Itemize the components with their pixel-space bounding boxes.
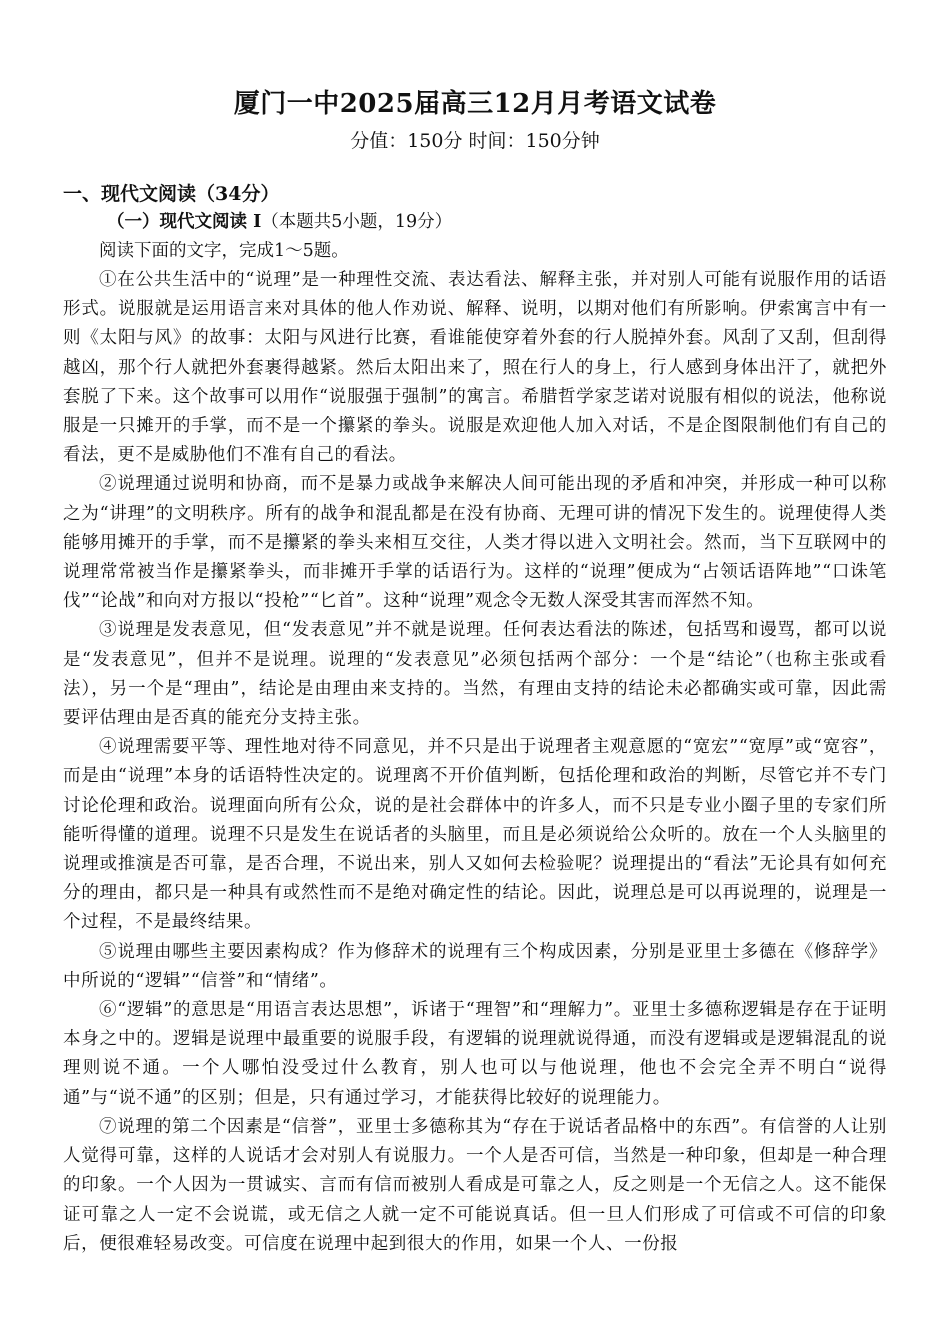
passage-paragraph-7: ⑦说理的第二个因素是“信誉”，亚里士多德称其为“存在于说话者品格中的东西”。有信誉的人让别人觉得可靠，这样的人说话才会对别人有说服力。一个人是否可信，当然是一种印象，但却是一种合理的印象。一个人因为一贯诚实、言而有信而被别人看成是可靠之人，反之则是一个无信之人。这不能保证可靠之人一定不会说谎，或无信之人就一定不可能说真话。但一旦人们形成了可信或不可信的印象后，便很难轻易改变。可信度在说理中起到很大的作用，如果一个人、一份报: [63, 1116, 887, 1254]
exam-title: 厦门一中2025届高三12月月考语文试卷: [233, 89, 717, 119]
passage-paragraph-1: ①在公共生活中的“说理”是一种理性交流、表达看法、解释主张，并对别人可能有说服作用的话语形式。说服就是运用语言来对具体的他人作劝说、解释、说明，以期对他们有所影响。伊索寓言中有一则《太阳与风》的故事：太阳与风进行比赛，看谁能使穿着外套的行人脱掉外套。风刮了又刮，但刮得越凶，那个行人就把外套裹得越紧。然后太阳出来了，照在行人的身上，行人感到身体出汗了，就把外套脱了下来。这个故事可以用作“说服强于强制”的寓言。希腊哲学家芝诺对说服有相似的说法，他称说服是一只摊开的手掌，而不是一个攥紧的拳头。说服是欢迎他人加入对话，不是企图限制他们有自己的看法，更不是威胁他们不准有自己的看法。: [63, 270, 887, 466]
passage-paragraph-2: ②说理通过说明和协商，而不是暴力或战争来解决人间可能出现的矛盾和冲突，并形成一种可以称之为“讲理”的文明秩序。所有的战争和混乱都是在没有协商、无理可讲的情况下发生的。说理使得人类能够用摊开的手掌，而不是攥紧的拳头来相互交往，人类才得以进入文明社会。然而，当下互联网中的说理常常被当作是攥紧拳头，而非摊开手掌的话语行为。这样的“说理”便成为“占领话语阵地”“口诛笔伐”“论战”和向对方报以“投枪”“匕首”。这种“说理”观念令无数人深受其害而浑然不知。: [63, 474, 887, 612]
reading-instruction: 阅读下面的文字，完成1～5题。: [99, 241, 349, 261]
passage-paragraph-4: ④说理需要平等、理性地对待不同意见，并不只是出于说理者主观意愿的“宽宏”“宽厚”或“宽容”，而是由“说理”本身的话语特性决定的。说理离不开价值判断，包括伦理和政治的判断，尽管它并不专门讨论伦理和政治。说理面向所有公众，说的是社会群体中的许多人，而不只是专业小圈子里的专家们所能听得懂的道理。说理不只是发生在说话者的头脑里，而且是必须说给公众听的。放在一个人头脑里的说理或推演是否可靠，是否合理，不说出来，别人又如何去检验呢？说理提出的“看法”无论具有如何充分的理由，都只是一种具有或然性而不是绝对确定性的结论。因此，说理总是可以再说理的，说理是一个过程，不是最终结果。: [63, 737, 887, 933]
passage-paragraph-5: ⑤说理由哪些主要因素构成？作为修辞术的说理有三个构成因素，分别是亚里士多德在《修辞学》中所说的“逻辑”“信誉”和“情绪”。: [63, 941, 887, 991]
section-heading-modern-reading: 一、现代文阅读（34分）: [63, 183, 280, 205]
passage-paragraph-6: ⑥“逻辑”的意思是“用语言表达思想”，诉诸于“理智”和“理解力”。亚里士多德称逻辑是存在于证明本身之中的。逻辑是说理中最重要的说服手段，有逻辑的说理就说得通，而没有逻辑或是逻辑混乱的说理则说不通。一个人哪怕没受过什么教育，别人也可以与他说理，他也不会完全弄不明白“说得通”与“说不通”的区别；但是，只有通过学习，才能获得比较好的说理能力。: [63, 1000, 887, 1108]
part-note: （本题共5小题，19分）: [261, 212, 453, 232]
passage-paragraph-3: ③说理是发表意见，但“发表意见”并不就是说理。任何表达看法的陈述，包括骂和谩骂，都可以说是“发表意见”，但并不是说理。说理的“发表意见”必须包括两个部分：一个是“结论”（也称主张或看法），另一个是“理由”，结论是由理由来支持的。当然，有理由支持的结论未必都确实或可靠，因此需要评估理由是否真的能充分支持主张。: [63, 620, 887, 729]
part-label: （一）现代文阅读 I: [107, 212, 262, 232]
part-heading-reading-1: [63, 208, 887, 236]
exam-score-time: 分值：150分 时间：150分钟: [350, 130, 600, 152]
